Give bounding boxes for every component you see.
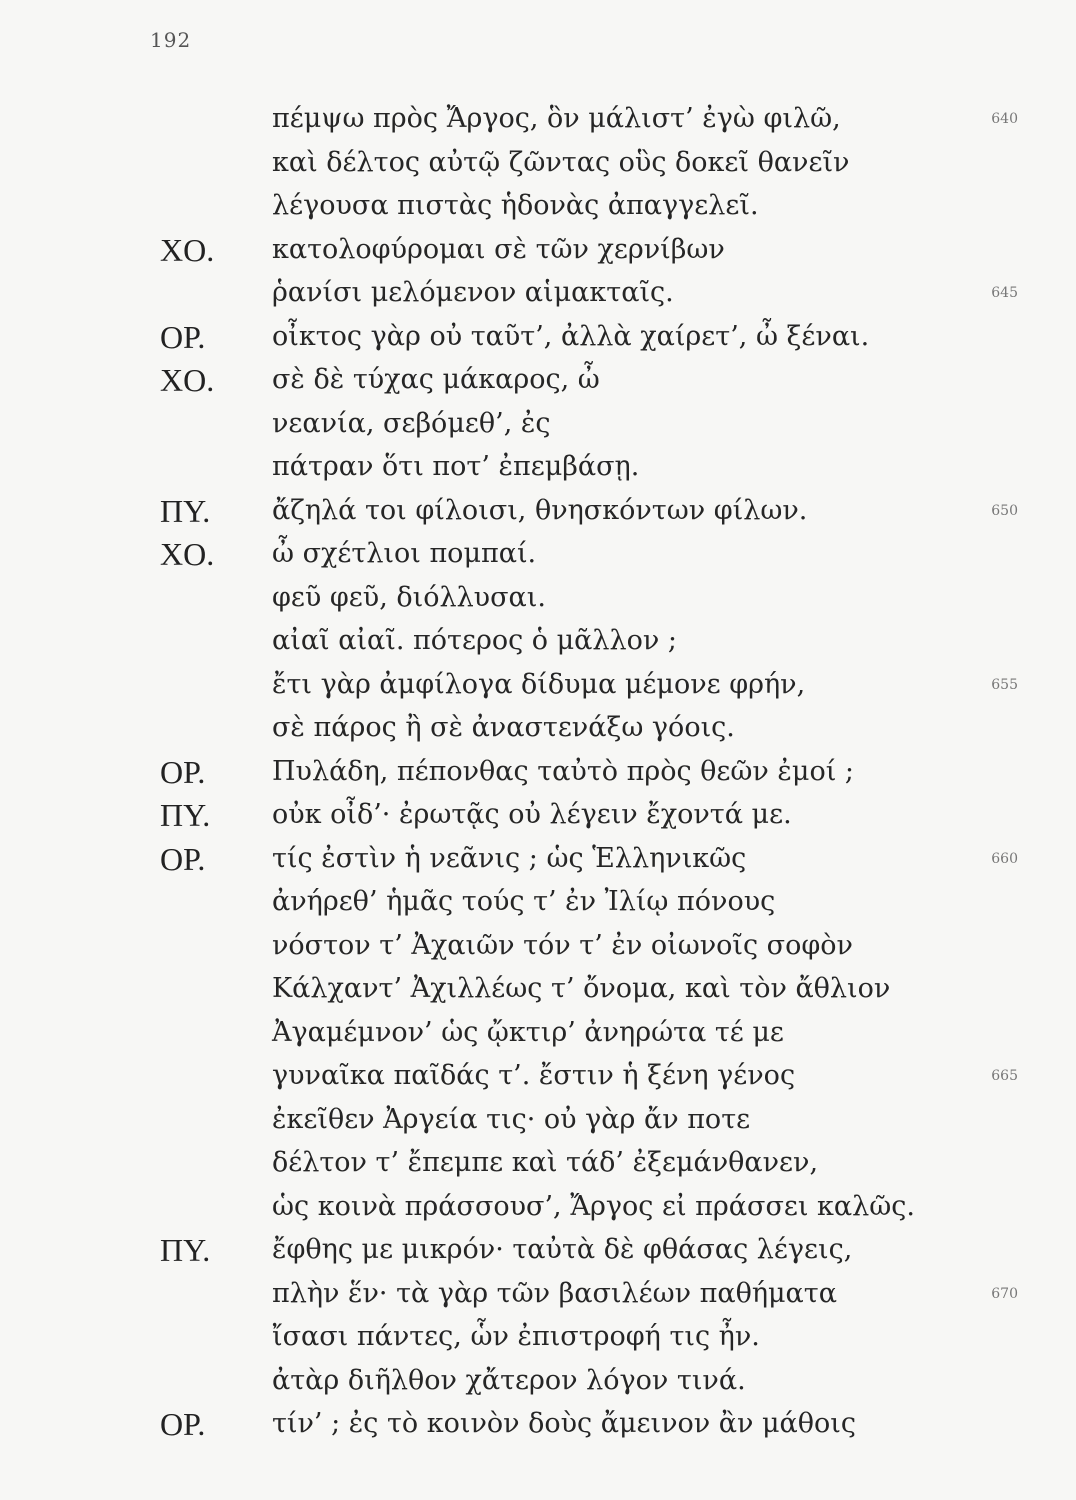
speaker-label: ΠΥ. [160,492,211,529]
verse-text-line: γυναῖκα παῖδάς τ’. ἔστιν ἡ ξένη γένος [272,1060,796,1091]
verse-text-line: λέγουσα πιστὰς ἡδονὰς ἀπαγγελεῖ. [272,190,759,221]
verse-line [0,1229,1076,1271]
verse-text-line: αἰαῖ αἰαῖ. πότερος ὁ μᾶλλον ; [272,625,677,656]
speaker-label: ΟΡ. [160,1406,206,1442]
verse-text-line: σὲ δὲ τύχας μάκαρος, ὦ [272,364,600,395]
verse-line [0,1055,1076,1097]
verse-line [0,620,1076,662]
verse-line [0,316,1076,358]
verse-text-line: πέμψω πρὸς Ἄργος, ὃν μάλιστ’ ἐγὼ φιλῶ, [272,103,841,134]
verse-line [0,185,1076,227]
verse-line [0,142,1076,184]
speaker-label: ΠΥ. [160,797,211,833]
verse-text-line: Πυλάδη, πέπονθας ταὐτὸ πρὸς θεῶν ἐμοί ; [272,755,854,787]
verse-line [0,1142,1076,1184]
verse-text-line: κατολοφύρομαι σὲ τῶν χερνίβων [272,233,725,265]
verse-line [0,577,1076,619]
speaker-label: ΧΟ. [160,231,215,268]
verse-line [0,533,1076,575]
line-number: 645 [991,285,1018,301]
speaker-label: ΧΟ. [160,362,215,398]
verse-text-line: ῥανίσι μελόμενον αἱμακταῖς. [272,277,674,308]
verse-text-line: ἔτι γὰρ ἀμφίλογα δίδυμα μέμονε φρήν, [272,668,806,700]
verse-text-line: Ἀγαμέμνον’ ὡς ᾤκτιρ’ ἀνηρώτα τέ με [272,1016,784,1048]
verse-text-line: καὶ δέλτος αὐτῷ ζῶντας οὓς δοκεῖ θανεῖν [272,146,850,178]
verse-line [0,751,1076,793]
line-number: 640 [991,111,1018,127]
verse-text-line: ἔφθης με μικρόν· ταὐτὰ δὲ φθάσας λέγεις, [272,1234,853,1265]
verse-text-line: ἀνήρεθ’ ἡμᾶς τούς τ’ ἐν Ἰλίῳ πόνους [272,886,776,917]
verse-line [0,838,1076,880]
verse-line [0,359,1076,401]
verse-text-line: πλὴν ἕν· τὰ γὰρ τῶν βασιλέων παθήματα [272,1277,837,1309]
verse-line [0,1273,1076,1315]
verse-text-line: Κάλχαντ’ Ἀχιλλέως τ’ ὄνομα, καὶ τὸν ἄθλιον [272,973,891,1004]
verse-line [0,925,1076,967]
line-number: 650 [991,502,1018,519]
verse-line [0,490,1076,532]
verse-text-line: τίν’ ; ἐς τὸ κοινὸν δοὺς ἄμεινον ἂν μάθοις [272,1408,857,1439]
verse-line [0,707,1076,749]
speaker-label: ΟΡ. [160,840,206,877]
verse-text-line: ὦ σχέτλιοι πομπαί. [272,538,537,569]
line-number: 660 [991,850,1018,867]
verse-text-line: φεῦ φεῦ, διόλλυσαι. [272,581,546,613]
speaker-label: ΠΥ. [160,1232,211,1268]
verse-line [0,968,1076,1010]
verse-line [0,446,1076,488]
line-number: 665 [991,1068,1018,1084]
page-number: 192 [150,28,192,52]
verse-line [0,1360,1076,1402]
verse-text-line: ἐκεῖθεν Ἀργεία τις· οὐ γὰρ ἄν ποτε [272,1103,751,1135]
verse-text-line: νεανία, σεβόμεθ’, ἐς [272,407,551,439]
verse-line [0,1012,1076,1054]
verse-text-line: νόστον τ’ Ἀχαιῶν τόν τ’ ἐν οἰωνοῖς σοφὸν [272,929,853,961]
verse-text-line: δέλτον τ’ ἔπεμπε καὶ τάδ’ ἐξεμάνθανεν, [272,1147,819,1178]
verse-text-line: οἶκτος γὰρ οὐ ταῦτ’, ἀλλὰ χαίρετ’, ὦ ξέναι. [272,320,870,352]
verse-line [0,1099,1076,1141]
verse-line [0,881,1076,923]
verse-text-line: ἴσασι πάντες, ὧν ἐπιστροφή τις ἦν. [272,1321,760,1352]
verse-text-line: ὡς κοινὰ πράσσουσ’, Ἄργος εἰ πράσσει καλῶς. [272,1190,915,1222]
verse-line [0,1403,1076,1445]
speaker-label: ΟΡ. [160,318,206,355]
verse-text-line: τίς ἐστὶν ἡ νεᾶνις ; ὡς Ἑλληνικῶς [272,842,747,874]
verse-line [0,664,1076,706]
line-number: 670 [991,1285,1018,1302]
verse-line [0,272,1076,314]
verse-line [0,1186,1076,1228]
speaker-label: ΟΡ. [160,753,206,790]
verse-text-line: οὐκ οἶδ’· ἐρωτᾷς οὐ λέγειν ἔχοντά με. [272,799,792,830]
verse-line [0,794,1076,836]
verse-text-line: ἄζηλά τοι φίλοισι, θνησκόντων φίλων. [272,494,808,526]
line-number: 655 [991,676,1018,693]
verse-text-line: ἀτὰρ διῆλθον χἄτερον λόγον τινά. [272,1364,746,1396]
verse-text-line: πάτραν ὅτι ποτ’ ἐπεμβάσῃ. [272,451,640,482]
verse-line [0,98,1076,140]
verse-line [0,1316,1076,1358]
verse-text-line: σὲ πάρος ἢ σὲ ἀναστενάξω γόοις. [272,712,735,743]
verse-line [0,403,1076,445]
speaker-label: ΧΟ. [160,536,215,572]
verse-line [0,229,1076,271]
